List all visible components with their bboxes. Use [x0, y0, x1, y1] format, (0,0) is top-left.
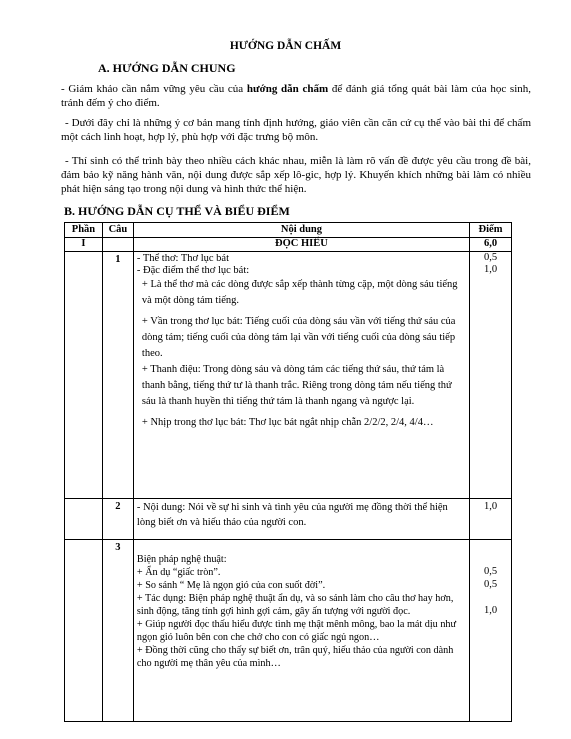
q3-point: 0,5	[483, 566, 498, 577]
q1-bullet: + Nhịp trong thơ lục bát: Thơ lục bát ngắt nhịp chẵn 2/2/2, 2/4, 4/4…	[141, 417, 434, 428]
table-row-q3	[65, 540, 512, 722]
paragraph-1	[61, 82, 531, 110]
q1-bullet: + Vần trong thơ lục bát: Tiếng cuối của dòng sáu vần với tiếng thứ sáu của dòng tám; tiếng cuối của dòng tám lại vần với tiếng cuối của dòng sáu tiếp theo.	[141, 316, 456, 359]
q3-points-spacer	[470, 540, 511, 565]
document-title: HƯỚNG DẪN CHẤM	[229, 40, 342, 52]
section-part: I	[65, 238, 103, 252]
q1-line: - Thể thơ: Thơ lục bát	[136, 253, 229, 264]
q2-content: - Nội dung: Nói về sự hi sinh và tình yêu của người mẹ đồng thời thể hiện lòng biết ơn và hiếu thảo của người con.	[133, 499, 469, 540]
table-row-q2	[65, 499, 512, 540]
paragraph-3: - Thí sinh có thể trình bày theo nhiều cách khác nhau, miễn là làm rõ vấn đề được yêu cầu trong đề bài, đảm bảo kỹ năng hành văn, nội dung được sắp xếp lô-gic, hợp lý. Khuyến khích những bài làm có nhiều phát hiện sáng tạo trong nội dung và hình thức thể hiện.	[61, 155, 531, 195]
q3-line: + Tác dụng: Biện pháp nghệ thuật ẩn dụ, và so sánh làm cho câu thơ hay hơn, sinh động, tăng tính gợi hình gợi cảm, gây ấn tượng với người đọc.	[136, 593, 454, 617]
q3-point: 0,5	[483, 579, 498, 590]
grading-table	[64, 222, 512, 722]
q1-bullet: + Thanh điệu: Trong dòng sáu và dòng tám các tiếng thứ sáu, thứ tám là thanh bằng, tiếng thứ tư là thanh trắc. Riêng trong dòng tám nếu tiếng thứ sáu là thanh huyền thì tiếng thứ tám là thanh ngang và ngược lại.	[141, 364, 452, 407]
section-a-heading: A. HƯỚNG DẪN CHUNG	[98, 61, 236, 75]
section-label: ĐỌC HIỂU	[133, 238, 469, 252]
section-points: 6,0	[470, 238, 512, 252]
q1-content	[133, 252, 469, 499]
q3-line: + Giúp người đọc thấu hiểu được tình mẹ thật mênh mông, bao la mát dịu như ngọn gió luôn bên con che chở cho con có giấc ngủ ngon…	[136, 619, 457, 643]
q1-number: 1	[102, 252, 133, 499]
table-row-q1	[65, 252, 512, 499]
q3-points	[470, 540, 512, 722]
q3-point: 1,0	[483, 605, 498, 616]
q3-part	[65, 540, 103, 722]
header-content: Nội dung	[133, 223, 469, 238]
section-b-heading: B. HƯỚNG DẪN CỤ THỂ VÀ BIỂU ĐIỂM	[64, 204, 290, 218]
q3-line: + Ẩn dụ “giấc tròn”.	[136, 567, 221, 578]
q1-point: 1,0	[483, 264, 498, 275]
q1-point: 0,5	[483, 252, 498, 263]
paragraph-1-bold: hướng dẫn chấm	[246, 83, 329, 95]
paragraph-1-start: - Giám khảo cần nắm vững yêu cầu của	[61, 83, 247, 95]
q1-points	[470, 252, 512, 499]
q3-number: 3	[102, 540, 133, 722]
section-empty	[102, 238, 133, 252]
q1-line: - Đặc điểm thể thơ lục bát:	[136, 265, 250, 276]
table-header-row	[65, 223, 512, 238]
q3-line: + Đồng thời cũng cho thấy sự biết ơn, trân quý, hiếu thảo của người con dành cho người mẹ thân yêu của mình…	[136, 645, 454, 669]
q3-line: Biện pháp nghệ thuật:	[136, 554, 227, 565]
q2-part	[65, 499, 103, 540]
q2-points	[470, 499, 512, 540]
header-part: Phần	[65, 223, 103, 238]
q1-bullet: + Là thể thơ mà các dòng được sắp xếp thành từng cặp, một dòng sáu tiếng và một dòng tám tiếng.	[141, 279, 458, 306]
q1-part	[65, 252, 103, 499]
table-section-row	[65, 238, 512, 252]
q3-spacer	[137, 541, 466, 553]
q2-point: 1,0	[483, 501, 498, 512]
header-question: Câu	[102, 223, 133, 238]
header-points: Điểm	[470, 223, 512, 238]
q3-content	[133, 540, 469, 722]
paragraph-2: - Dưới đây chỉ là những ý cơ bản mang tính định hướng, giáo viên cần căn cứ cụ thể vào bài thi để chấm một cách linh hoạt, hợp lý, phù hợp với đặc trưng bộ môn.	[61, 117, 531, 143]
q3-line: + So sánh “ Mẹ là ngọn gió của con suốt đời”.	[136, 580, 326, 591]
q2-number: 2	[102, 499, 133, 540]
paragraph-1-end: để đánh giá tổng quát bài làm của học sinh, tránh đếm ý cho điểm.	[61, 83, 532, 109]
